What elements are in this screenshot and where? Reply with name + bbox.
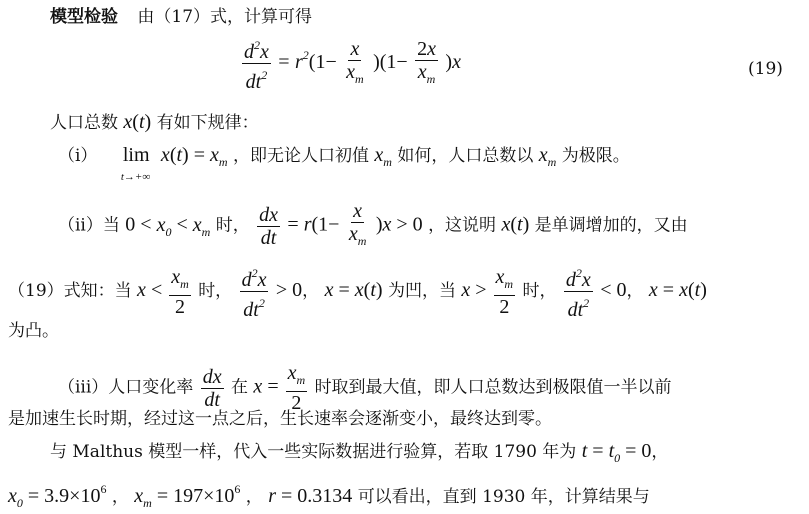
item-iii-line2: 是加速生长时期，经过这一点之后，生长速率会逐渐变小，最终达到零。	[8, 409, 552, 429]
malthus-line1: 与 Malthus 模型一样，代入一些实际数据进行验算，若取 1790 年为 $t = t_0 = 0$，	[50, 440, 669, 465]
concavity-t5: ，	[626, 281, 644, 301]
malthus-text1: 与 Malthus 模型一样，代入一些实际数据进行验算，若取 1790 年为	[50, 442, 577, 462]
malthus-text2: 可以看出，直到 1930 年，计算结果与	[357, 487, 650, 507]
rule-intro-tail: 有如下规律：	[156, 113, 259, 133]
xm-over-2-fraction-2: $\frac{x_m}{2}$	[495, 265, 514, 318]
concavity-lead: （19）式知：当	[8, 281, 132, 301]
item-iii-line: （iii）人口变化率 $\frac{dx}{dt}$ 在 x = $\frac{x_m}{2}$ 时取到最大值，即人口总数达到极限值一半以前	[58, 362, 672, 414]
item-i-text3: 为极限。	[561, 146, 630, 166]
limit-subscript: t→+∞	[120, 171, 151, 183]
intro-text: 由（17）式，计算可得	[137, 7, 313, 27]
equation-number: (19)	[748, 59, 783, 79]
dx-dt-fraction: $\frac{dx}{dt}$	[259, 203, 278, 249]
item-i-label: （i）	[58, 146, 98, 166]
concavity-line: （19）式知：当 x < $\frac{x_m}{2}$ 时， $\frac{d^2x}{dt^2}$ > 0， x = x(t) 为凹，当 x > $\frac{x_m}{2}$ 时， $\frac{d^2x}{dt^2}$ < 0， x = x(t)	[8, 262, 707, 321]
2x-over-xm-fraction: $\frac{2x}{x_m}$	[417, 37, 437, 86]
rule-intro-text: 人口总数	[50, 113, 118, 133]
xm-over-2-fraction-3: $\frac{x_m}{2}$	[287, 362, 306, 414]
dx-dt-fraction-2: $\frac{dx}{dt}$	[202, 365, 222, 411]
item-iii-t2: 时取到最大值，即人口总数达到极限值一半以前	[314, 377, 672, 398]
x-over-xm-fraction-2: $\frac{x}{x_m}$	[348, 200, 367, 248]
equation-19: $\frac{d^2x}{dt^2}$ = $r^2(1-$ $\frac{x}{x_m}$ )(1− $\frac{2x}{x_m}$ )x	[240, 34, 461, 93]
item-i-line: （i） lim t→+∞ $x(t) = x_m$ ，即无论人口初值 $x_m$ 如何，人口总数以 $x_m$ 为极限。	[58, 144, 630, 173]
item-iii-t1: 在	[231, 377, 249, 398]
x-over-xm-fraction: $\frac{x}{x_m}$	[346, 37, 364, 86]
item-ii-text2: ，这说明	[428, 215, 497, 236]
item-iii-label: （iii）人口变化率	[58, 377, 194, 398]
heading-line	[50, 6, 312, 28]
item-ii-text1: 时，	[215, 215, 250, 236]
concavity-t3: 为凹，当	[387, 281, 456, 301]
item-ii-line: （ii）当 $0 < x_0 < x_m$ 时， $\frac{dx}{dt}$ = r(1− $\frac{x}{x_m}$ )x > 0 ，这说明 x(t) 是单调增加的，又由	[58, 200, 688, 252]
item-ii-label: （ii）当	[58, 215, 120, 236]
convex-line: 为凸。	[8, 321, 59, 341]
concavity-t2: ，	[302, 281, 320, 301]
concavity-t1: 时，	[198, 281, 233, 301]
second-derivative-fraction-3: $\frac{d^2x}{dt^2}$	[564, 262, 593, 321]
item-ii-text3: 是单调增加的，又由	[534, 215, 688, 236]
second-derivative-fraction-2: $\frac{d^2x}{dt^2}$	[240, 262, 269, 321]
section-title: 模型检验	[50, 7, 118, 27]
malthus-sep2: ，	[245, 487, 263, 507]
concavity-t4: 时，	[522, 281, 557, 301]
item-i-text2: 如何，人口总数以	[397, 146, 534, 166]
second-derivative-fraction: $\frac{d^2x}{dt^2}$	[242, 34, 271, 93]
malthus-line2: $x_0 = 3.9\times 10^6$ ， $x_m = 197\times 10^6$ ， r = 0.3134 可以看出，直到 1930 年，计算结果与	[8, 482, 650, 510]
item-i-text: ，即无论人口初值	[232, 146, 369, 166]
xm-over-2-fraction: $\frac{x_m}{2}$	[171, 265, 189, 318]
malthus-sep1: ，	[111, 487, 129, 507]
rule-intro-line: 人口总数 x(t) 有如下规律：	[50, 111, 259, 133]
